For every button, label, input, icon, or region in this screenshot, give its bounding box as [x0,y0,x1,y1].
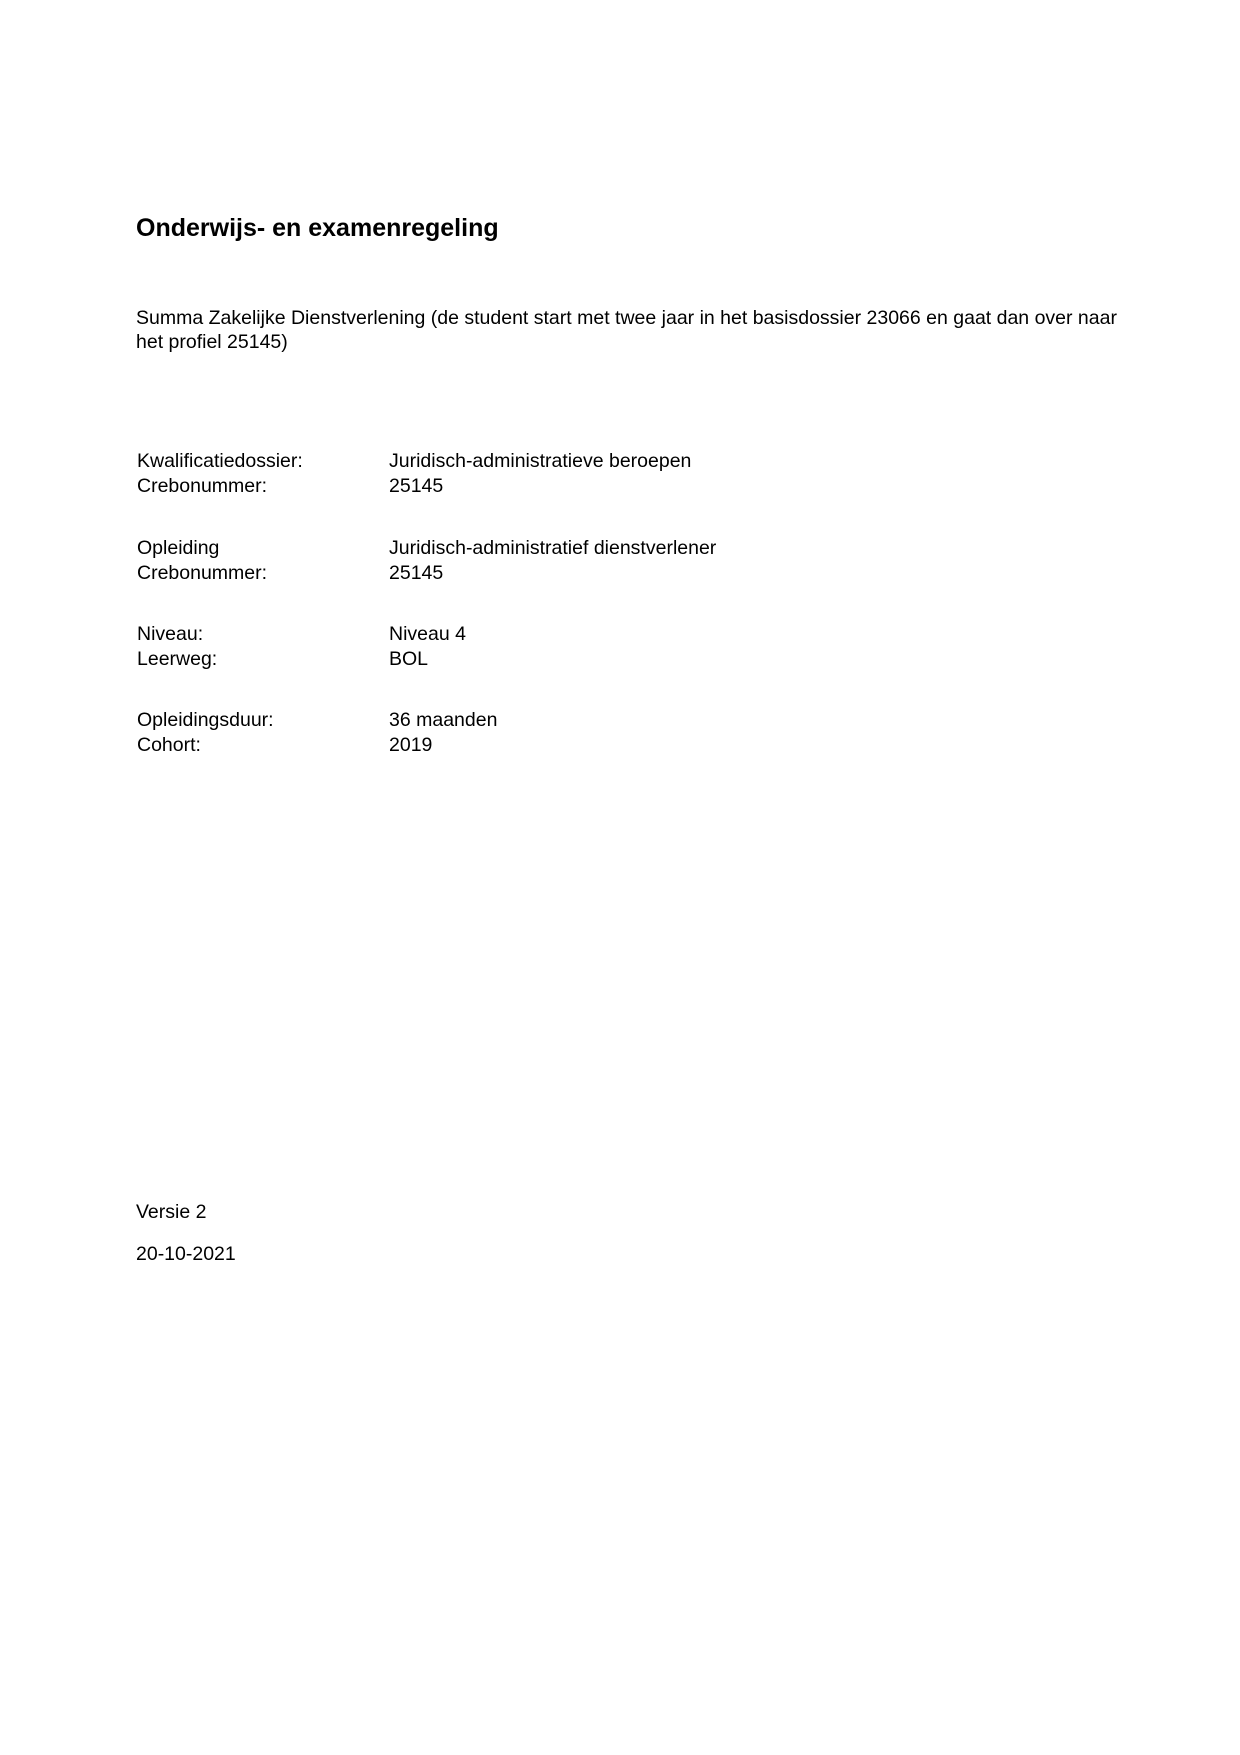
info-label: Niveau: [137,623,204,645]
info-row [137,474,837,499]
info-value: 25145 [389,475,444,497]
info-row [137,647,837,672]
level-info-group [137,622,837,672]
info-label: Kwalificatiedossier: [137,450,303,472]
info-value: 36 maanden [389,709,498,731]
info-row [137,561,837,586]
program-info-group [137,536,837,586]
date-label: 20-10-2021 [136,1243,236,1265]
info-row [137,536,837,561]
info-label: Crebonummer: [137,475,268,497]
info-row [137,733,837,758]
info-label: Cohort: [137,734,201,756]
info-row [137,449,837,474]
info-value: Juridisch-administratief dienstverlener [389,537,717,559]
page-title: Onderwijs- en examenregeling [136,214,499,242]
version-label: Versie 2 [136,1201,207,1223]
info-value: Juridisch-administratieve beroepen [389,450,692,472]
info-label: Leerweg: [137,648,218,670]
info-label: Crebonummer: [137,562,268,584]
info-row [137,708,837,733]
duration-info-group [137,708,837,758]
info-label: Opleiding [137,537,220,559]
info-label: Opleidingsduur: [137,709,274,731]
info-row [137,622,837,647]
info-value: 25145 [389,562,444,584]
info-value: Niveau 4 [389,623,466,645]
program-description: Summa Zakelijke Dienstverlening (de student start met twee jaar in het basisdossier 23066 en gaat dan over naar het profiel 25145) [136,307,1117,353]
qualification-info-group [137,449,837,499]
info-value: 2019 [389,734,433,756]
info-value: BOL [389,648,429,670]
